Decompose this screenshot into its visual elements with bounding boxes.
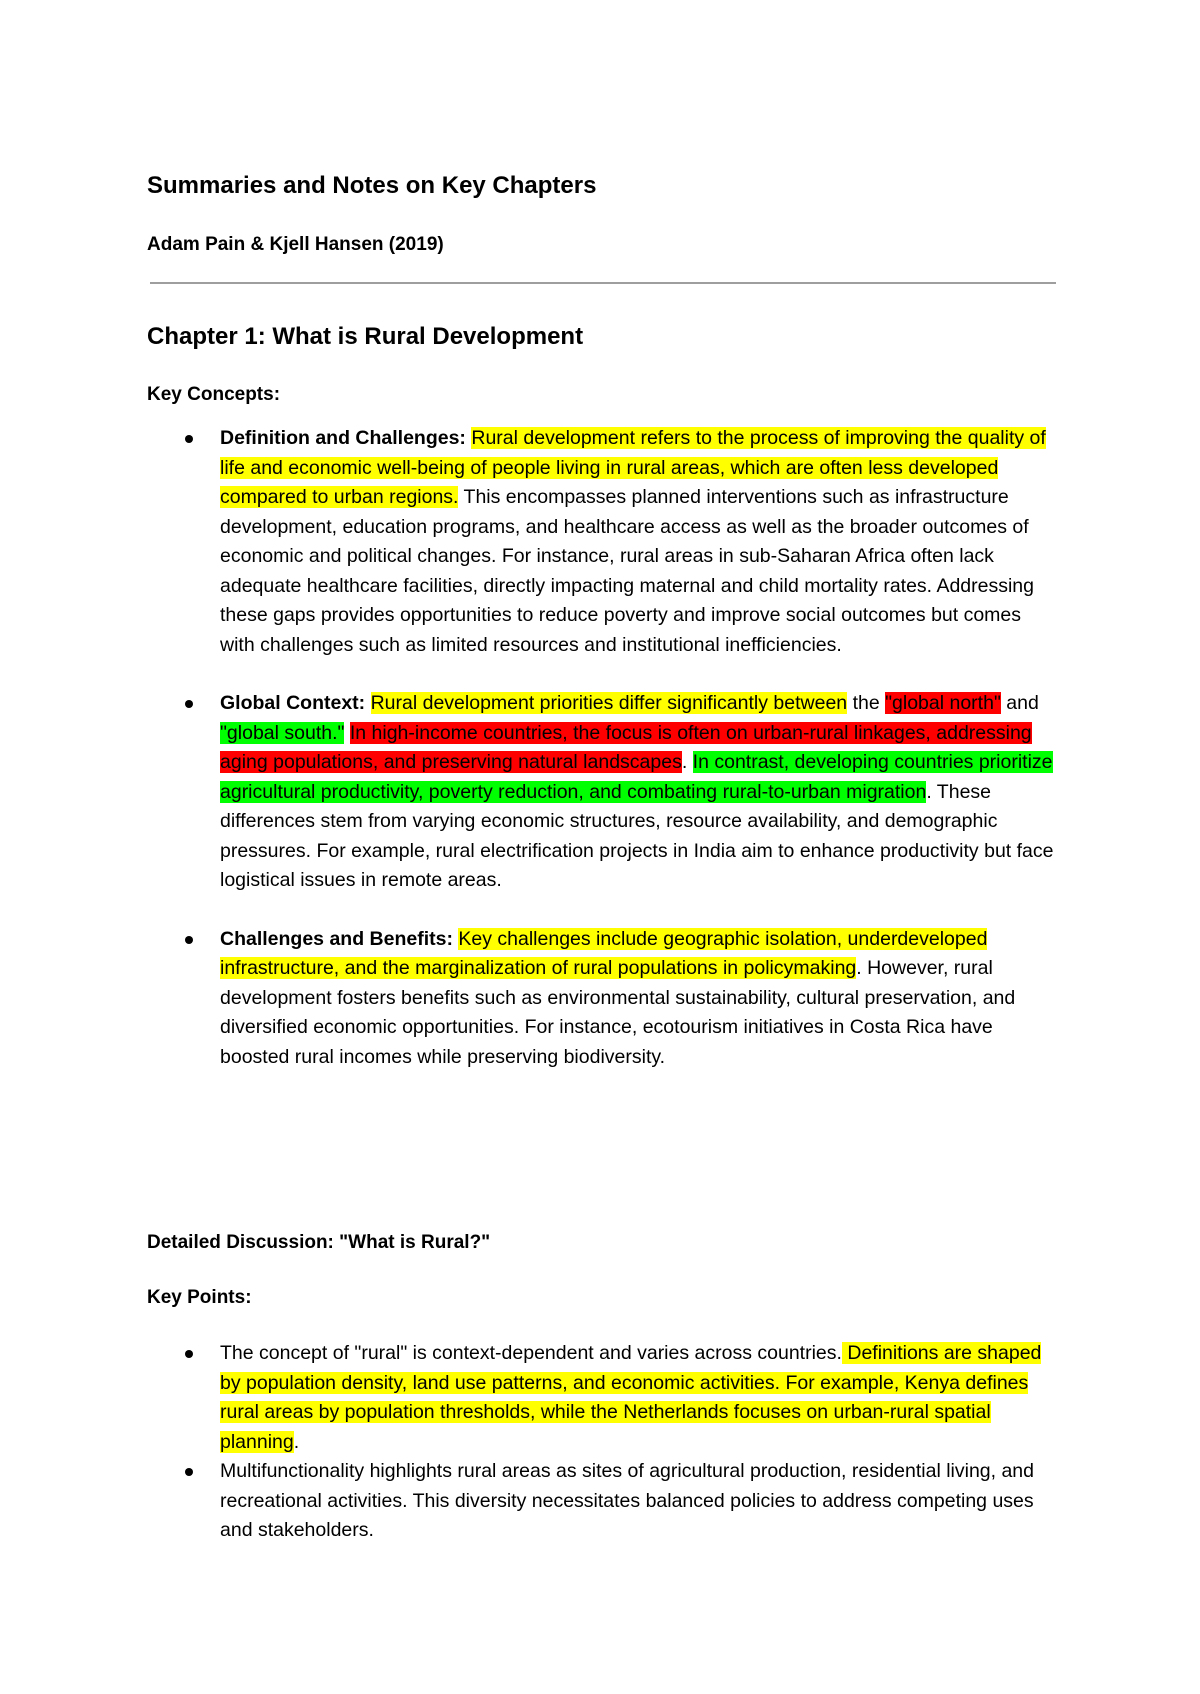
discussion-heading: Detailed Discussion: "What is Rural?" bbox=[147, 1232, 491, 1253]
text-segment: Multifunctionality highlights rural areas as sites of agricultural production, residential living, and recreational activities. This diversity necessitates balanced policies to address competing uses and stakeholders. bbox=[220, 1460, 1035, 1541]
yellow-highlight: Key challenges include geographic isolation, underdeveloped infrastructure, and the marginalization of rural populations in policymaking bbox=[220, 927, 988, 979]
text-segment: and bbox=[1000, 692, 1039, 714]
yellow-highlight: Rural development priorities differ significantly between bbox=[370, 692, 848, 714]
red-highlight: In high-income countries, the focus is often on urban-rural linkages, addressing aging populations, and preserving natural landscapes bbox=[220, 721, 1032, 773]
document-authors: Adam Pain & Kjell Hansen (2019) bbox=[147, 234, 444, 255]
yellow-highlight: Rural development refers to the process of improving the quality of life and economic well-being of people living in rural areas, which are often less developed compared to urban regions. bbox=[220, 427, 1046, 508]
text-segment: . bbox=[293, 1430, 300, 1453]
key-points-label: Key Points: bbox=[147, 1287, 252, 1308]
bullet-term: Challenges and Benefits: bbox=[220, 927, 453, 950]
list-item bbox=[220, 1457, 1060, 1546]
list-item bbox=[220, 1339, 1060, 1457]
key-points-list bbox=[220, 1339, 1060, 1546]
bullet-icon bbox=[185, 936, 193, 944]
text-segment: . These differences stem from varying economic structures, resource availability, and demographic pressures. For example, rural electrification projects in India aim to enhance productivity but face logistical issues in remote areas. bbox=[220, 780, 1054, 891]
text-segment: the bbox=[847, 692, 886, 714]
text-segment: . bbox=[681, 751, 693, 773]
yellow-highlight: Definitions are shaped by population density, land use patterns, and economic activities. For example, Kenya defines rural areas by population thresholds, while the Netherlands focuses on urban-rural spatial planning bbox=[220, 1342, 1042, 1453]
text-segment: . However, rural development fosters benefits such as environmental sustainability, cultural preservation, and diversified economic opportunities. For instance, ecotourism initiatives in Costa Rica have boosted rural incomes while preserving biodiversity. bbox=[220, 957, 1016, 1068]
bullet-term: Definition and Challenges: bbox=[220, 427, 466, 449]
green-highlight: In contrast, developing countries prioritize agricultural productivity, poverty reduction, and combating rural-to-urban migration bbox=[220, 751, 1053, 803]
red-highlight: "global north" bbox=[885, 692, 1001, 714]
key-concepts-list bbox=[220, 424, 1060, 1072]
document-title: Summaries and Notes on Key Chapters bbox=[147, 172, 597, 199]
bullet-term: Global Context: bbox=[220, 692, 366, 714]
list-item bbox=[220, 689, 1060, 896]
horizontal-rule bbox=[150, 282, 1056, 284]
text-segment bbox=[365, 692, 370, 714]
text-segment: This encompasses planned interventions such as infrastructure development, education programs, and healthcare access as well as the broader outcomes of economic and political changes. For instance, rural areas in sub-Saharan Africa often lack adequate healthcare facilities, directly impacting maternal and child mortality rates. Addressing these gaps provides opportunities to reduce poverty and improve social outcomes but comes with challenges such as limited resources and institutional inefficiencies. bbox=[220, 486, 1035, 656]
chapter-heading: Chapter 1: What is Rural Development bbox=[147, 323, 584, 350]
list-item bbox=[220, 925, 1060, 1073]
key-concepts-label: Key Concepts: bbox=[147, 384, 281, 405]
bullet-icon bbox=[185, 700, 193, 708]
bullet-icon bbox=[185, 1350, 193, 1358]
bullet-icon bbox=[185, 1468, 193, 1476]
list-item bbox=[220, 424, 1060, 660]
bullet-icon bbox=[185, 435, 193, 443]
text-segment: The concept of "rural" is context-dependent and varies across countries. bbox=[220, 1342, 842, 1364]
green-highlight: "global south." bbox=[220, 721, 345, 744]
